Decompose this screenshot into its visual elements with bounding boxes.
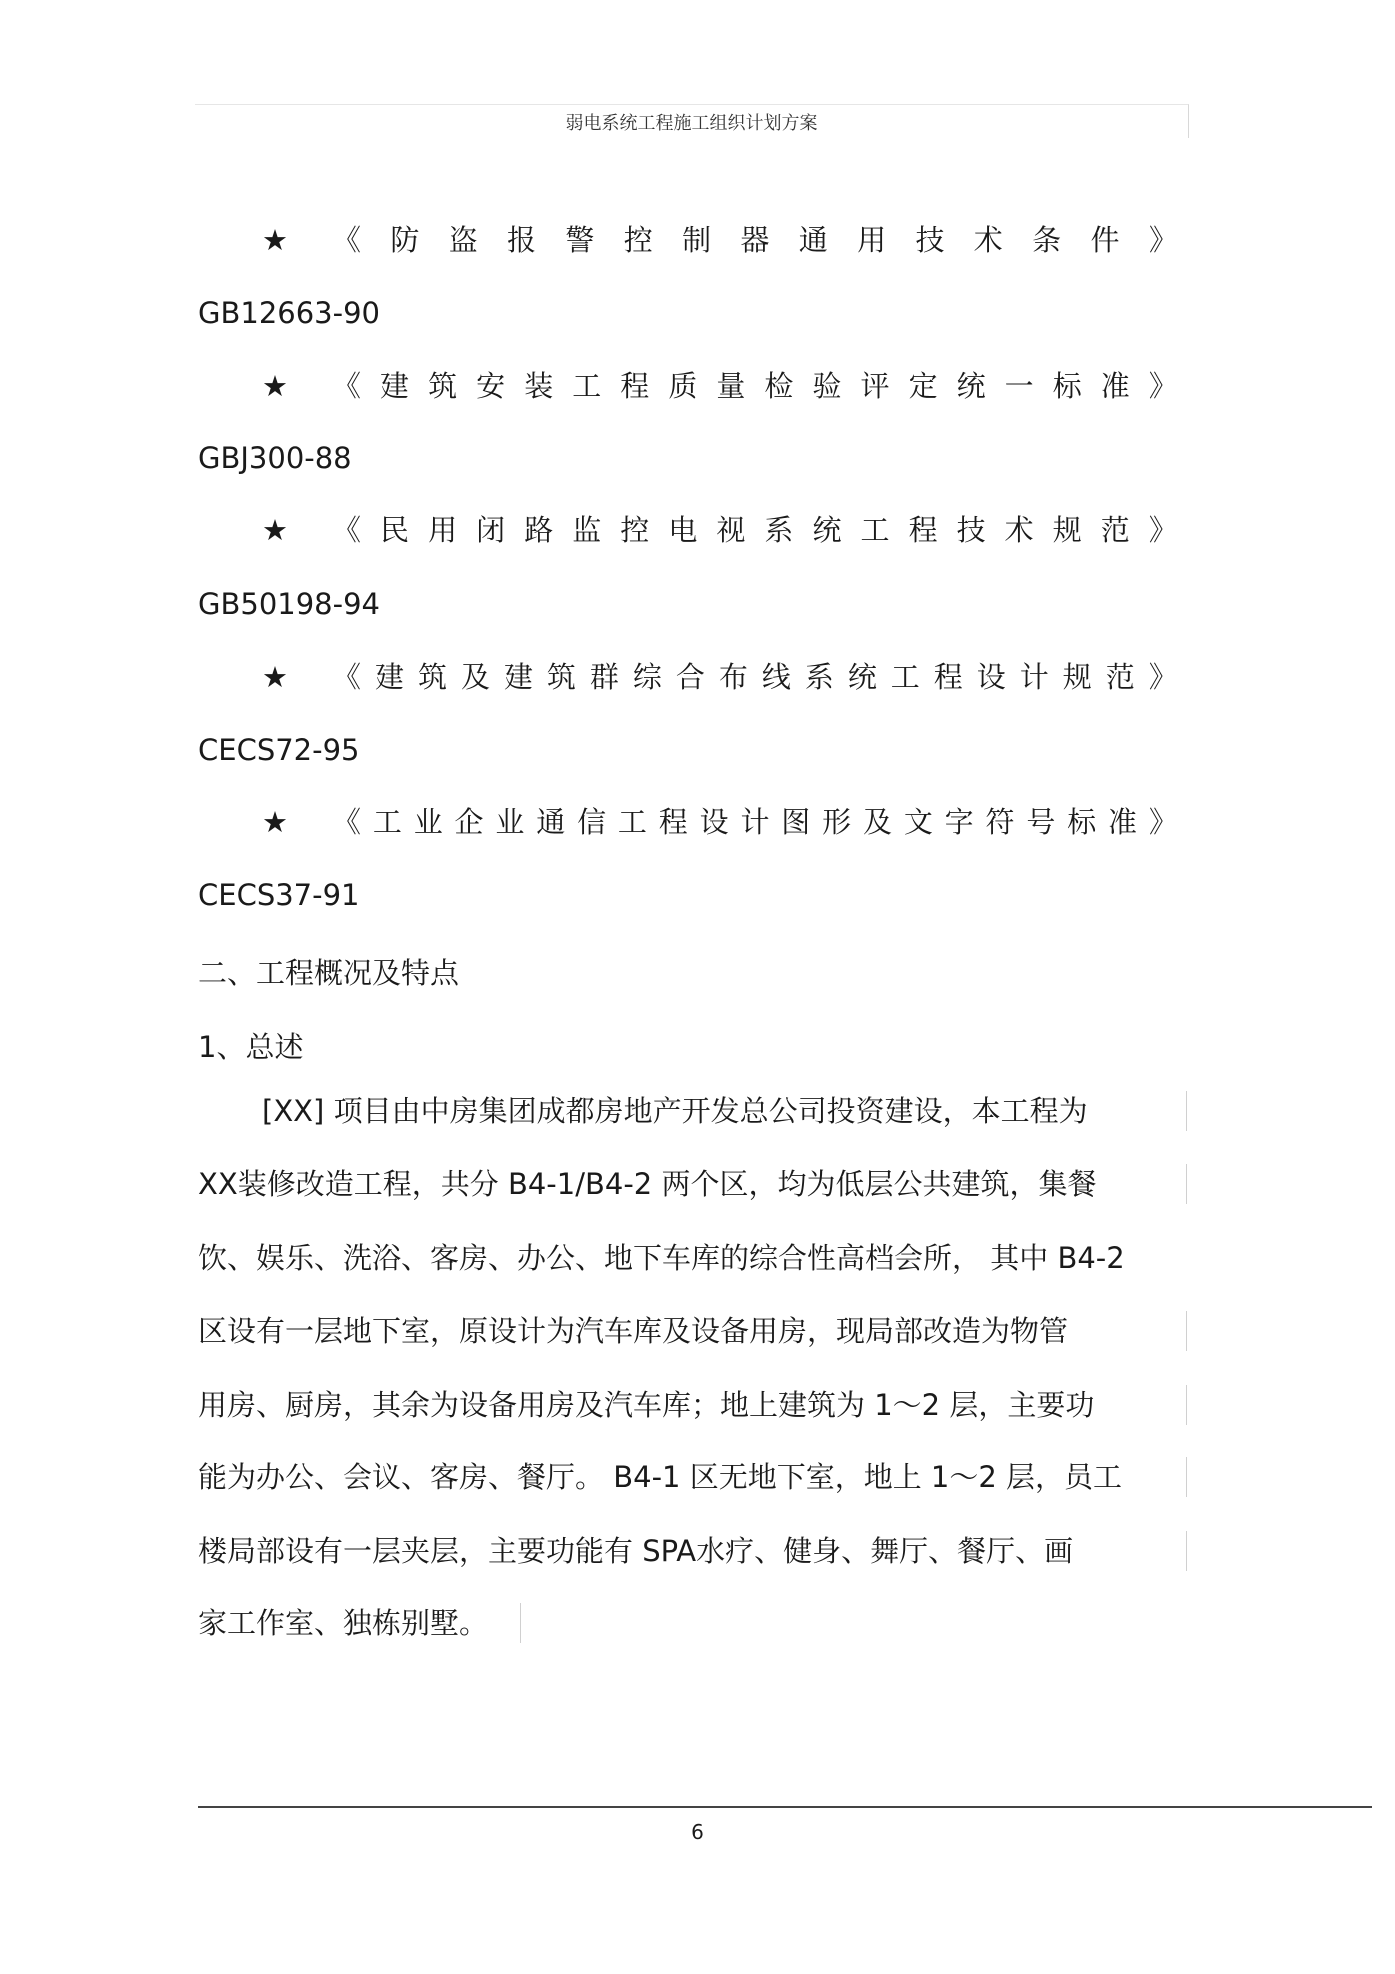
standard-title-line: [262, 804, 1178, 840]
standard-title: 《 民 用 闭 路 监 控 电 视 系 统 工 程 技 术 规 范 》: [332, 513, 1178, 547]
standard-code: GB12663-90: [198, 296, 380, 330]
paragraph-line: 区设有一层地下室，原设计为汽车库及设备用房，现局部改造为物管: [198, 1314, 1069, 1348]
standard-title-line: [262, 512, 1178, 548]
standard-title: 《 防 盗 报 警 控 制 器 通 用 技 术 条 件 》: [332, 223, 1178, 257]
text-box-edge: [1186, 1311, 1187, 1351]
standard-title: 《 建 筑 及 建 筑 群 综 合 布 线 系 统 工 程 设 计 规 范 》: [332, 660, 1178, 694]
standard-code: CECS72-95: [198, 733, 360, 767]
star-bullet-icon: ★: [262, 660, 288, 694]
header-title: 弱电系统工程施工组织计划方案: [565, 113, 818, 134]
paragraph-line: 饮、娱乐、洗浴、客房、办公、地下车库的综合性高档会所， 其中 B4-2: [198, 1241, 1125, 1275]
standard-title: 《 建 筑 安 装 工 程 质 量 检 验 评 定 统 一 标 准 》: [332, 369, 1178, 403]
section-heading: 二、工程概况及特点: [198, 956, 460, 990]
paragraph-line: 家工作室、独栋别墅。: [198, 1606, 489, 1640]
standard-code: GBJ300-88: [198, 441, 352, 475]
text-box-edge: [1186, 1531, 1187, 1571]
page-header: [195, 104, 1189, 138]
star-bullet-icon: ★: [262, 223, 288, 257]
paragraph-line: 用房、厨房，其余为设备用房及汽车库；地上建筑为 1～2 层，主要功: [198, 1388, 1095, 1422]
standard-title-line: [262, 659, 1178, 695]
standard-title-line: [262, 222, 1178, 258]
paragraph-line: 能为办公、会议、客房、餐厅。 B4-1 区无地下室，地上 1～2 层，员工: [198, 1460, 1123, 1494]
standard-title-line: [262, 368, 1178, 404]
paragraph-line: 楼局部设有一层夹层，主要功能有 SPA水疗、健身、舞厅、餐厅、画: [198, 1534, 1074, 1568]
text-box-edge: [1186, 1457, 1187, 1497]
text-box-edge: [520, 1603, 521, 1643]
standard-code: GB50198-94: [198, 587, 380, 621]
footer-rule: [198, 1806, 1372, 1808]
page-number: 6: [691, 1820, 704, 1844]
star-bullet-icon: ★: [262, 513, 288, 547]
text-box-edge: [1186, 1164, 1187, 1204]
subsection-heading: 1、总述: [198, 1030, 304, 1064]
text-box-edge: [1186, 1091, 1187, 1131]
paragraph-line: [XX] 项目由中房集团成都房地产开发总公司投资建设，本工程为: [262, 1094, 1088, 1128]
standard-title: 《 工 业 企 业 通 信 工 程 设 计 图 形 及 文 字 符 号 标 准 》: [332, 805, 1178, 839]
star-bullet-icon: ★: [262, 805, 288, 839]
star-bullet-icon: ★: [262, 369, 288, 403]
paragraph-line: XX装修改造工程，共分 B4-1/B4-2 两个区，均为低层公共建筑，集餐: [198, 1167, 1097, 1201]
text-box-edge: [1186, 1385, 1187, 1425]
standard-code: CECS37-91: [198, 878, 360, 912]
